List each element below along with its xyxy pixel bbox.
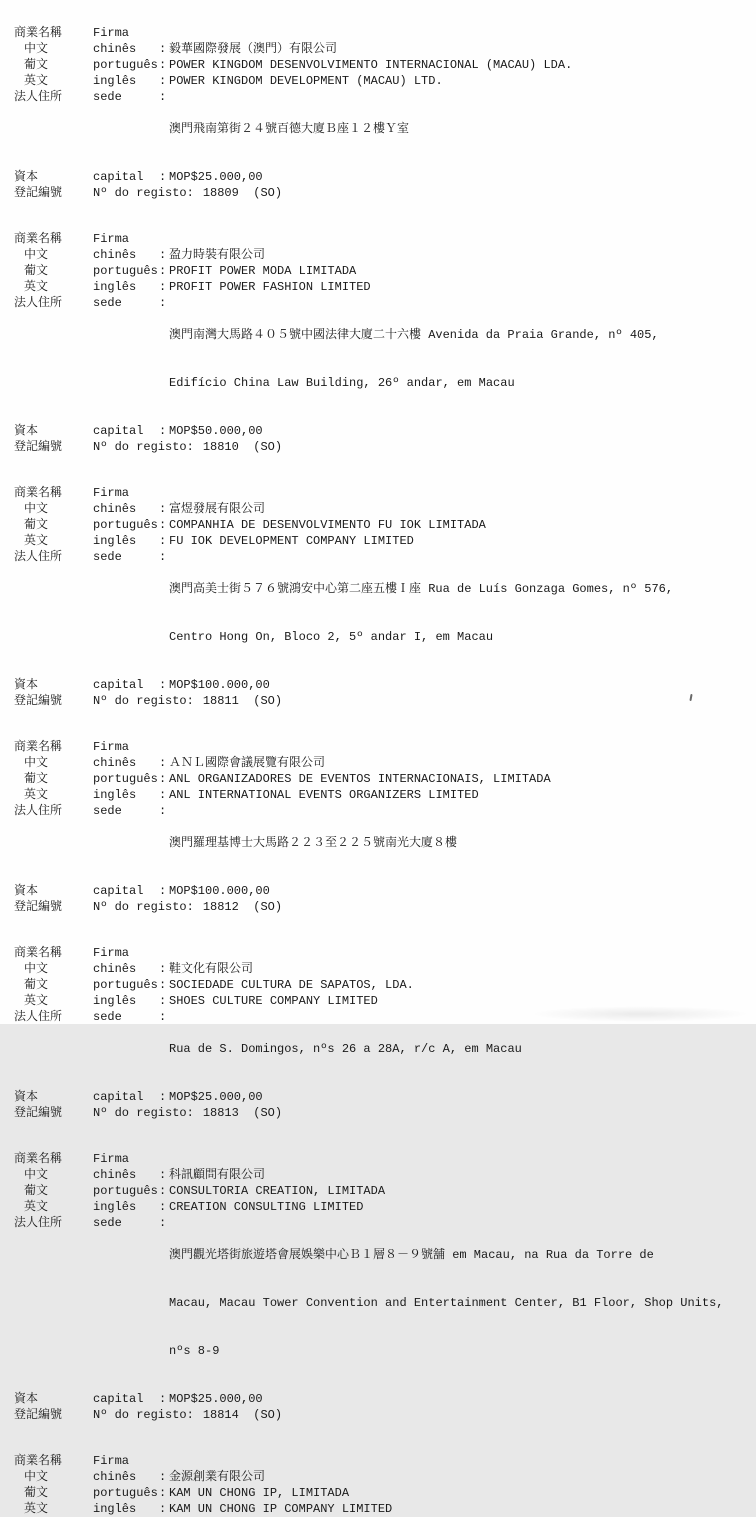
label-registo: Nº do registo: [93,1106,194,1120]
firma-header-row [14,485,738,501]
label-sede: sede [93,1010,122,1024]
label-sede-zh: 法人住所 [14,1216,63,1230]
label-portuguese: português [93,264,158,278]
company-entry [14,485,738,709]
colon: : [159,518,167,532]
chinese-name-value: ＡＮＬ國際會議展覽有限公司 [169,756,326,770]
chinese-name-value: 金源創業有限公司 [169,1470,266,1484]
capital-value: MOP$25.000,00 [169,1090,263,1104]
sede-line: Centro Hong On, Bloco 2, 5º andar I, em Macau [169,630,494,644]
portuguese-name-row [14,57,738,73]
english-name-value: PROFIT POWER FASHION LIMITED [169,280,371,294]
chinese-name-value: 鞋文化有限公司 [169,962,254,976]
label-sede: sede [93,296,122,310]
portuguese-name-row [14,771,738,787]
english-name-row [14,533,738,549]
company-entry [14,231,738,455]
label-sede-zh: 法人住所 [14,804,63,818]
colon: : [159,1216,167,1230]
label-sede: sede [93,90,122,104]
colon: : [159,884,167,898]
capital-row [14,677,738,693]
label-english-zh: 英文 [24,1200,49,1214]
registo-row [14,1407,738,1423]
label-chinese-zh: 中文 [24,248,49,262]
portuguese-name-row [14,263,738,279]
capital-value: MOP$50.000,00 [169,424,263,438]
english-name-value: KAM UN CHONG IP COMPANY LIMITED [169,1502,393,1516]
label-chinese-zh: 中文 [24,756,49,770]
portuguese-name-value: ANL ORGANIZADORES DE EVENTOS INTERNACIONAIS, LIMITADA [169,772,551,786]
capital-row [14,1391,738,1407]
label-capital: capital [93,884,144,898]
label-firma-zh: 商業名稱 [14,1152,63,1166]
label-capital: capital [93,1090,144,1104]
label-english-zh: 英文 [24,534,49,548]
label-portuguese: português [93,1184,158,1198]
label-firma: Firma [93,26,130,40]
colon: : [159,962,167,976]
label-english: inglês [93,788,137,802]
company-entry-partial [14,1453,738,1517]
capital-row [14,169,738,185]
label-portuguese-zh: 葡文 [24,1184,49,1198]
label-capital: capital [93,170,144,184]
sede-line: 澳門高美士街５７６號鴻安中心第二座五樓Ｉ座 Rua de Luís Gonzaga Gomes, nº 576, [169,582,674,596]
company-entry [14,945,738,1121]
label-firma: Firma [93,1152,130,1166]
firma-header-row [14,1151,738,1167]
label-portuguese-zh: 葡文 [24,978,49,992]
label-sede: sede [93,550,122,564]
label-portuguese: português [93,58,158,72]
sede-value [169,295,738,423]
label-capital-zh: 資本 [14,884,39,898]
label-portuguese-zh: 葡文 [24,772,49,786]
label-registo-zh: 登記編號 [14,900,63,914]
portuguese-name-value: SOCIEDADE CULTURA DE SAPATOS, LDA. [169,978,414,992]
label-portuguese-zh: 葡文 [24,264,49,278]
english-name-value: ANL INTERNATIONAL EVENTS ORGANIZERS LIMITED [169,788,479,802]
colon: : [159,534,167,548]
label-portuguese: português [93,772,158,786]
chinese-name-row [14,501,738,517]
colon: : [159,296,167,310]
capital-value: MOP$100.000,00 [169,884,270,898]
colon: : [159,74,167,88]
chinese-name-row [14,1167,738,1183]
label-sede-zh: 法人住所 [14,1010,63,1024]
registo-row [14,185,738,201]
label-english: inglês [93,534,137,548]
label-english-zh: 英文 [24,788,49,802]
label-sede-zh: 法人住所 [14,296,63,310]
colon: : [159,42,167,56]
colon: : [159,756,167,770]
label-firma-zh: 商業名稱 [14,486,63,500]
label-sede-zh: 法人住所 [14,550,63,564]
capital-row [14,423,738,439]
chinese-name-row [14,755,738,771]
sede-line: Macau, Macau Tower Convention and Entertainment Center, B1 Floor, Shop Units, [169,1296,724,1310]
label-firma: Firma [93,1454,130,1468]
portuguese-name-value: COMPANHIA DE DESENVOLVIMENTO FU IOK LIMITADA [169,518,486,532]
colon: : [159,1090,167,1104]
label-registo: Nº do registo: [93,440,194,454]
label-chinese-zh: 中文 [24,502,49,516]
sede-value [169,803,738,883]
company-entry [14,1151,738,1423]
colon: : [159,264,167,278]
registo-row [14,439,738,455]
label-portuguese-zh: 葡文 [24,58,49,72]
colon: : [159,1392,167,1406]
label-english: inglês [93,1502,137,1516]
label-chinese: chinês [93,1168,137,1182]
capital-value: MOP$25.000,00 [169,1392,263,1406]
label-portuguese: português [93,978,158,992]
portuguese-name-value: KAM UN CHONG IP, LIMITADA [169,1486,350,1500]
chinese-name-row [14,41,738,57]
chinese-name-row [14,961,738,977]
label-english-zh: 英文 [24,280,49,294]
colon: : [159,804,167,818]
chinese-name-value: 科訊顧問有限公司 [169,1168,266,1182]
label-registo-zh: 登記編號 [14,694,63,708]
portuguese-name-value: POWER KINGDOM DESENVOLVIMENTO INTERNACIONAL (MACAU) LDA. [169,58,573,72]
label-firma-zh: 商業名稱 [14,26,63,40]
firma-header-row [14,945,738,961]
colon: : [159,678,167,692]
capital-row [14,883,738,899]
label-chinese: chinês [93,502,137,516]
label-chinese: chinês [93,756,137,770]
portuguese-name-row [14,1485,738,1501]
colon: : [159,772,167,786]
firma-header-row [14,231,738,247]
registo-number: 18810 (SO) [202,440,283,454]
colon: : [159,550,167,564]
label-portuguese: português [93,1486,158,1500]
label-registo-zh: 登記編號 [14,186,63,200]
label-registo-zh: 登記編號 [14,440,63,454]
label-chinese-zh: 中文 [24,42,49,56]
label-registo: Nº do registo: [93,1408,194,1422]
sede-line: 澳門羅理基博士大馬路２２３至２２５號南光大廈８樓 [169,836,458,850]
sede-row [14,803,738,883]
label-chinese-zh: 中文 [24,1470,49,1484]
label-capital-zh: 資本 [14,424,39,438]
label-firma: Firma [93,946,130,960]
firma-header-row [14,25,738,41]
colon: : [159,1010,167,1024]
colon: : [159,1486,167,1500]
label-capital-zh: 資本 [14,1090,39,1104]
sede-line: Rua de S. Domingos, nºs 26 a 28A, r/c A, em Macau [169,1042,522,1056]
label-firma-zh: 商業名稱 [14,1454,63,1468]
sede-row [14,1215,738,1391]
label-chinese-zh: 中文 [24,962,49,976]
english-name-row [14,1199,738,1215]
label-english: inglês [93,994,137,1008]
colon: : [159,58,167,72]
label-capital-zh: 資本 [14,678,39,692]
label-english-zh: 英文 [24,74,49,88]
sede-value [169,549,738,677]
label-sede: sede [93,1216,122,1230]
label-capital-zh: 資本 [14,170,39,184]
scan-shadow [530,1006,750,1022]
sede-row [14,295,738,423]
colon: : [159,1200,167,1214]
sede-row [14,549,738,677]
chinese-name-row [14,247,738,263]
sede-value [169,89,738,169]
colon: : [159,978,167,992]
registo-row [14,693,738,709]
label-capital-zh: 資本 [14,1392,39,1406]
label-firma-zh: 商業名稱 [14,740,63,754]
colon: : [159,1184,167,1198]
sede-line: 澳門飛南第街２４號百德大廈Ｂ座１２樓Ｙ室 [169,122,410,136]
capital-value: MOP$25.000,00 [169,170,263,184]
registo-number: 18809 (SO) [202,186,283,200]
label-english: inglês [93,74,137,88]
sede-line: nºs 8-9 [169,1344,220,1358]
registo-number: 18812 (SO) [202,900,283,914]
colon: : [159,90,167,104]
label-chinese: chinês [93,962,137,976]
label-chinese-zh: 中文 [24,1168,49,1182]
label-portuguese-zh: 葡文 [24,518,49,532]
english-name-value: SHOES CULTURE COMPANY LIMITED [169,994,378,1008]
registo-number: 18813 (SO) [202,1106,283,1120]
label-chinese: chinês [93,248,137,262]
firma-header-row [14,739,738,755]
label-capital: capital [93,1392,144,1406]
label-chinese: chinês [93,1470,137,1484]
portuguese-name-value: CONSULTORIA CREATION, LIMITADA [169,1184,386,1198]
english-name-row [14,73,738,89]
label-firma: Firma [93,740,130,754]
registo-row [14,1105,738,1121]
label-english: inglês [93,1200,137,1214]
label-registo: Nº do registo: [93,186,194,200]
portuguese-name-row [14,517,738,533]
label-firma-zh: 商業名稱 [14,232,63,246]
label-capital: capital [93,424,144,438]
firma-header-row [14,1453,738,1469]
english-name-row [14,279,738,295]
colon: : [159,502,167,516]
chinese-name-value: 毅華國際發展（澳門）有限公司 [169,42,338,56]
sede-row [14,89,738,169]
label-registo-zh: 登記編號 [14,1408,63,1422]
colon: : [159,994,167,1008]
sede-line: 澳門觀光塔街旅遊塔會展娛樂中心Ｂ１層８－９號舖 em Macau, na Rua da Torre de [169,1248,654,1262]
label-portuguese-zh: 葡文 [24,1486,49,1500]
label-firma: Firma [93,486,130,500]
company-entry [14,739,738,915]
label-registo-zh: 登記編號 [14,1106,63,1120]
capital-value: MOP$100.000,00 [169,678,270,692]
colon: : [159,788,167,802]
colon: : [159,1502,167,1516]
label-sede: sede [93,804,122,818]
english-name-row [14,787,738,803]
sede-line: 澳門南灣大馬路４０５號中國法律大廈二十六樓 Avenida da Praia Grande, nº 405, [169,328,659,342]
label-sede-zh: 法人住所 [14,90,63,104]
colon: : [159,1470,167,1484]
sede-line: Edifício China Law Building, 26º andar, em Macau [169,376,515,390]
label-firma: Firma [93,232,130,246]
colon: : [159,248,167,262]
portuguese-name-row [14,1183,738,1199]
portuguese-name-value: PROFIT POWER MODA LIMITADA [169,264,357,278]
sede-value [169,1215,738,1391]
label-registo: Nº do registo: [93,900,194,914]
english-name-value: CREATION CONSULTING LIMITED [169,1200,364,1214]
portuguese-name-row [14,977,738,993]
label-chinese: chinês [93,42,137,56]
colon: : [159,1168,167,1182]
colon: : [159,280,167,294]
chinese-name-value: 盈力時裝有限公司 [169,248,266,262]
capital-row [14,1089,738,1105]
label-english-zh: 英文 [24,1502,49,1516]
label-english-zh: 英文 [24,994,49,1008]
label-firma-zh: 商業名稱 [14,946,63,960]
company-entry [14,25,738,201]
colon: : [159,170,167,184]
label-registo: Nº do registo: [93,694,194,708]
chinese-name-row [14,1469,738,1485]
registo-number: 18814 (SO) [202,1408,283,1422]
label-portuguese: português [93,518,158,532]
registo-number: 18811 (SO) [202,694,283,708]
english-name-row [14,1501,738,1517]
english-name-value: POWER KINGDOM DEVELOPMENT (MACAU) LTD. [169,74,443,88]
english-name-value: FU IOK DEVELOPMENT COMPANY LIMITED [169,534,414,548]
label-capital: capital [93,678,144,692]
chinese-name-value: 富煜發展有限公司 [169,502,266,516]
label-english: inglês [93,280,137,294]
registo-row [14,899,738,915]
colon: : [159,424,167,438]
